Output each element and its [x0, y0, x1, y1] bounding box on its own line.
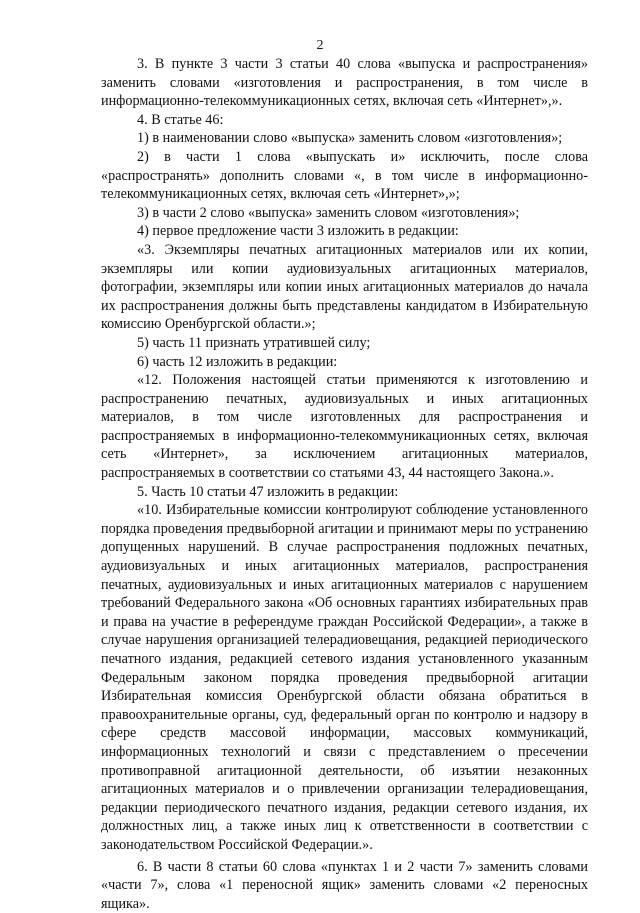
paragraph-item-5: 5. Часть 10 статьи 47 изложить в редакции:	[137, 483, 399, 500]
paragraph-item-6: 6. В части 8 статьи 60 слова «пунктах 1 и 2 части 7» заменить словами «части 7», слова «1 переносной ящик» заменить словами «2 переносных ящика».	[101, 858, 588, 912]
paragraph-item-3: 3. В пункте 3 части 3 статьи 40 слова «выпуска и распространения» заменить словами «изготовления и распространения, в том числе в информационно-телекоммуникационных сетях, включая сеть «Интернет»,».	[101, 56, 588, 110]
paragraph-46-part-3-text: «3. Экземпляры печатных агитационных материалов или их копии, экземпляры или копии аудиовизуальных агитационных материалов, фотографии, экземпляры или копии иных агитационных материалов до начала их распространения должны быть представлены кандидатом в Избирательную комиссию Оренбургской области.»;	[101, 241, 588, 333]
paragraph-article-46: 4. В статье 46:	[137, 111, 224, 128]
paragraph-46-sub-6: 6) часть 12 изложить в редакции:	[137, 353, 338, 370]
paragraph-46-sub-4: 4) первое предложение части 3 изложить в редакции:	[137, 223, 459, 240]
document-body	[101, 55, 588, 913]
paragraph-46-sub-3: 3) в части 2 слово «выпуска» заменить словом «изготовления»;	[137, 204, 520, 221]
paragraph-46-sub-2: 2) в части 1 слова «выпускать и» исключить, после слова «распространять» дополнить словами «, в том числе в информационно-телекоммуникационных сетях, включая сеть «Интернет»,»;	[101, 148, 588, 203]
page-number: 2	[316, 38, 324, 53]
paragraph-46-sub-5: 5) часть 11 признать утратившей силу;	[137, 334, 371, 351]
paragraph-46-sub-1: 1) в наименовании слово «выпуска» заменить словом «изготовления»;	[137, 130, 563, 147]
paragraph-46-part-12-text: «12. Положения настоящей статьи применяются к изготовлению и распространению печатных, аудиовизуальных и иных агитационных материалов, в том числе изготовленных для распространения и распространяемых в информационно-телекоммуникационных сетях, включая сеть «Интернет», за исключением агитационных материалов, распространяемых в соответствии со статьями 43, 44 настоящего Закона.».	[101, 372, 588, 482]
paragraph-47-part-10-text: «10. Избирательные комиссии контролируют соблюдение установленного порядка проведения предвыборной агитации и принимают меры по устранению допущенных нарушений. В случае распространения подложных печатных, аудиовизуальных и иных агитационных материалов, распространения печатных, аудиовизуальных и иных агитационных материалов с нарушением требований Федерального закона «Об основных гарантиях избирательных прав и права на участие в референдуме граждан Российской Федерации», а также в случае нарушения организацией телерадиовещания, редакцией периодического печатного издания, редакцией сетевого издания установленного указанным Федеральным законом порядка проведения предвыборной агитации Избирательная комиссия Оренбургской области обязана обратиться в правоохранительные органы, суд, федеральный орган по контролю и надзору в сфере средств массовой информации, массовых коммуникаций, информационных технологий и связи с представлением о пресечении противоправной агитационной деятельности, об изъятии незаконных агитационных материалов и о привлечении организации телерадиовещания, редакции периодического печатного издания, редакции сетевого издания, их должностных лиц, а также иных лиц к ответственности в соответствии с законодательством Российской Федерации.».	[101, 502, 588, 853]
